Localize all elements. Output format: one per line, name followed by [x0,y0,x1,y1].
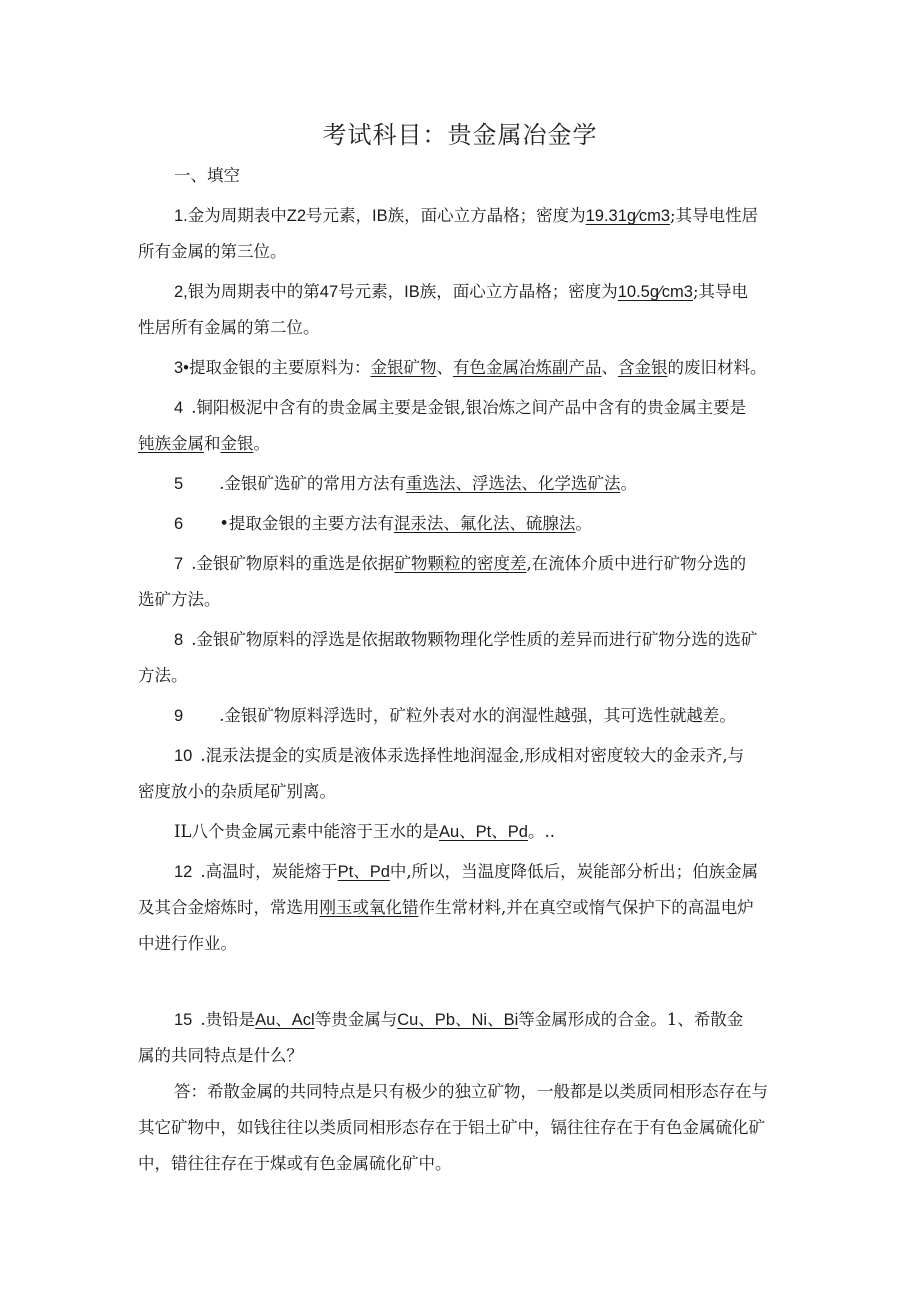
question-1-line-2: 所有金属的第三位。 [138,242,287,261]
answer-blank: 钝族金属 [138,434,204,453]
question-10-line-1: 10 .混汞法提金的实质是液体汞选择性地润湿金,形成相对密度较大的金汞齐,与 [174,746,745,765]
answer-blank: 有色金属冶炼副产品 [452,358,602,377]
question-7-line-1: 7 .金银矿物原料的重选是依据矿物颗粒的密度差,在流体介质中进行矿物分选的 [174,554,747,573]
answer-blank: Au、Pt、Pd [438,823,528,841]
answer-line-3: 中，错往往存在于煤或有色金属硫化矿中。 [138,1154,452,1173]
question-12-line-1: 12 .高温时，炭能熔于Pt、Pd中,所以，当温度降低后，炭能部分析出；伯族金属 [174,862,759,881]
question-12-line-3: 中进行作业。 [138,934,237,953]
answer-blank: 含金银 [617,358,668,377]
answer-line-2: 其它矿物中，如钱往往以类质同相形态存在于铝土矿中，镉往往存在于有色金属硫化矿 [138,1118,765,1137]
answer-blank: 混汞法、氟化法、硫腺法 [393,514,576,533]
answer-line-1: 答：希散金属的共同特点是只有极少的独立矿物，一般都是以类质同相形态存在与 [174,1082,768,1101]
question-4-line-2: 钝族金属和金银。 [138,434,270,453]
question-15-line-2: 属的共同特点是什么？ [138,1046,303,1065]
question-12-line-2: 及其合金熔炼时，常选用刚玉或氧化错作生常材料,并在真空或惰气保护下的高温电炉 [138,898,754,917]
answer-blank: 金银 [220,434,254,453]
question-11: IL八个贵金属元素中能溶于王水的是Au、Pt、Pd。.. [174,822,555,841]
answer-blank: 金银矿物 [370,358,437,377]
document-title: 考试科目：贵金属冶金学 [322,121,598,149]
question-2-line-2: 性居所有金属的第二位。 [138,318,320,337]
question-9: 9 .金银矿物原料浮选时，矿粒外表对水的润湿性越强，其可选性就越差。 [174,706,736,725]
question-6: 6 •提取金银的主要方法有混汞法、氟化法、硫腺法。 [174,514,592,533]
question-15-line-1: 15 .贵铅是Au、Acl等贵金属与Cu、Pb、Ni、Bi等金属形成的合金。1、希散金 [174,1010,744,1029]
answer-blank: 10.5g∕cm3 [617,283,693,301]
question-5: 5 .金银矿选矿的常用方法有重选法、浮选法、化学选矿法。 [174,474,637,493]
answer-blank: 矿物颗粒的密度差 [394,554,527,573]
question-1-line-1: 1.金为周期表中Z2号元素，IB族，面心立方晶格；密度为19.31g∕cm3;其导电性居 [174,206,759,225]
question-4-line-1: 4 .铜阳极泥中含有的贵金属主要是金银,银冶炼之间产品中含有的贵金属主要是 [174,398,747,417]
answer-blank: Au、Acl [255,1011,315,1029]
question-8-line-1: 8 .金银矿物原料的浮选是依据敢物颗物理化学性质的差异而进行矿物分选的选矿 [174,630,758,649]
section-heading: 一、填空 [174,166,240,185]
question-8-line-2: 方法。 [138,666,188,685]
answer-blank: 重选法、浮选法、化学选矿法 [405,474,621,493]
answer-blank: 19.31g∕cm3 [585,207,671,225]
question-10-line-2: 密度放小的杂质尾矿别离。 [138,782,336,801]
answer-blank: Pt、Pd [337,863,390,881]
question-2-line-1: 2,银为周期表中的第47号元素，IB族，面心立方晶格；密度为10.5g∕cm3;其导电 [174,282,748,301]
answer-blank: 刚玉或氧化错 [319,898,419,917]
question-7-line-2: 选矿方法。 [138,590,221,609]
question-3: 3•提取金银的主要原料为：金银矿物、有色金属冶炼副产品、含金银的废旧材料。 [174,358,767,377]
document-body [138,158,786,1182]
answer-blank: Cu、Pb、Ni、Bi [397,1011,519,1029]
